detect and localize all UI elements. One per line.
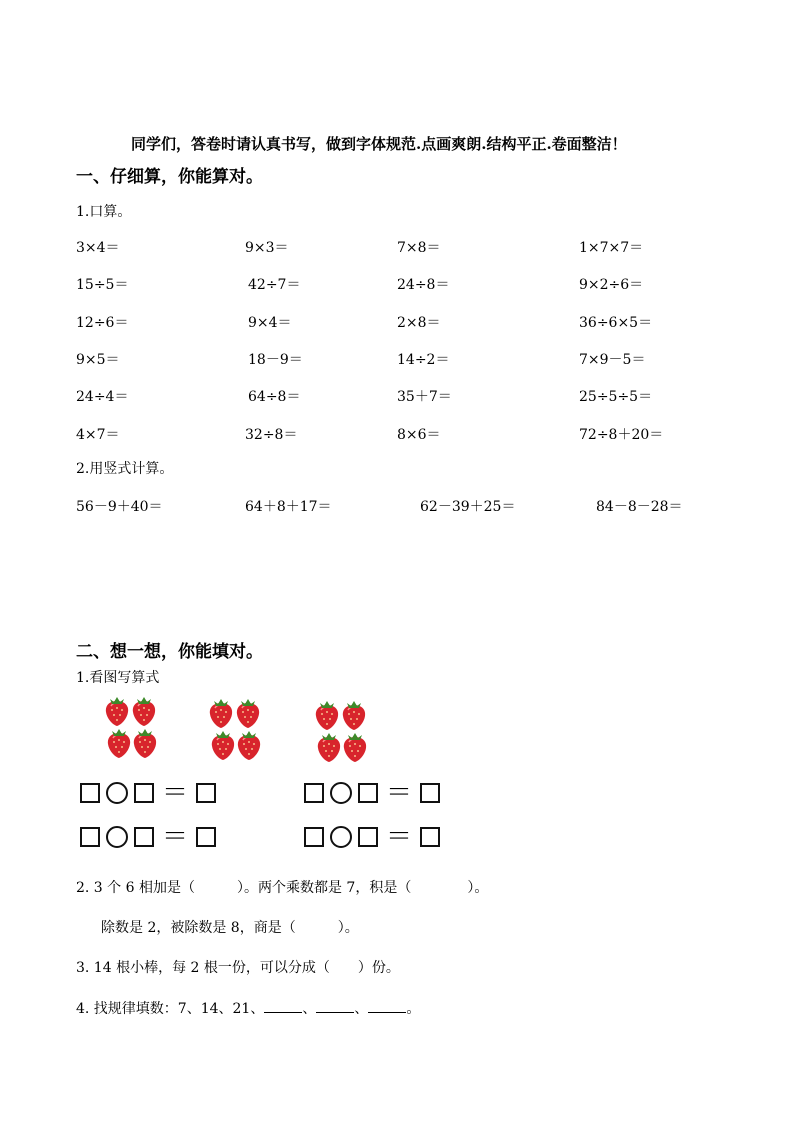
oral-calc-item: 24÷4＝ (76, 389, 129, 405)
separator: 、 (302, 1001, 317, 1017)
section1-title: 一、仔细算，你能算对。 (76, 167, 263, 187)
oral-calc-item: 8×6＝ (397, 427, 441, 443)
oral-calc-item: 3×4＝ (76, 240, 120, 256)
operator-circle[interactable] (106, 782, 128, 804)
oral-calc-item: 4×7＝ (76, 427, 120, 443)
vertical-calc-4: 84－8－28＝ (596, 499, 683, 515)
operator-circle[interactable] (330, 782, 352, 804)
oral-calc-item: 9×2÷6＝ (579, 277, 644, 293)
oral-calc-item: 12÷6＝ (76, 315, 129, 331)
answer-box[interactable] (304, 783, 324, 803)
operator-circle[interactable] (106, 826, 128, 848)
oral-calc-item: 64÷8＝ (248, 389, 301, 405)
answer-box[interactable] (358, 783, 378, 803)
oral-calc-item: 7×8＝ (397, 240, 441, 256)
oral-calc-item: 9×3＝ (245, 240, 289, 256)
answer-blank[interactable] (316, 998, 354, 1013)
equals-sign: ＝ (386, 778, 413, 808)
oral-calc-item: 9×4＝ (248, 315, 292, 331)
answer-box[interactable] (304, 827, 324, 847)
formula-row-2-left (80, 822, 216, 852)
answer-box[interactable] (80, 827, 100, 847)
q2-label: 2.用竖式计算。 (76, 461, 174, 477)
oral-calc-item: 14÷2＝ (397, 352, 450, 368)
answer-box[interactable] (420, 783, 440, 803)
picture-q-label: 1.看图写算式 (76, 670, 160, 686)
answer-box[interactable] (358, 827, 378, 847)
strawberry-group-1 (104, 696, 158, 764)
answer-box[interactable] (196, 783, 216, 803)
oral-calc-item: 24÷8＝ (397, 277, 450, 293)
answer-box[interactable] (420, 827, 440, 847)
strawberry-group-2 (208, 698, 262, 766)
equals-sign: ＝ (162, 822, 189, 852)
operator-circle[interactable] (330, 826, 352, 848)
question-2-line-2: 除数是 2，被除数是 8，商是（ ）。 (101, 920, 359, 936)
question-2-line-1: 2. 3 个 6 相加是（ ）。两个乘数都是 7，积是（ ）。 (76, 880, 489, 896)
vertical-calc-1: 56－9＋40＝ (76, 499, 163, 515)
vertical-calc-2: 64＋8＋17＝ (245, 499, 332, 515)
answer-box[interactable] (134, 827, 154, 847)
question-4-prefix: 4. 找规律填数：7、14、21、 (76, 1001, 265, 1017)
answer-blank[interactable] (264, 998, 302, 1013)
q1-label: 1.口算。 (76, 204, 132, 220)
vertical-calc-3: 62－39＋25＝ (420, 499, 516, 515)
formula-row-1-right (304, 778, 440, 808)
oral-calc-item: 1×7×7＝ (579, 240, 644, 256)
formula-row-2-right (304, 822, 440, 852)
section2-title: 二、想一想，你能填对。 (76, 642, 263, 662)
strawberry-icon (208, 698, 262, 762)
oral-calc-item: 42÷7＝ (248, 277, 301, 293)
answer-blank[interactable] (368, 998, 406, 1013)
oral-calc-item: 25÷5÷5＝ (579, 389, 653, 405)
formula-row-1-left (80, 778, 216, 808)
answer-box[interactable] (134, 783, 154, 803)
answer-box[interactable] (80, 783, 100, 803)
oral-calc-item: 35＋7＝ (397, 389, 452, 405)
strawberry-group-3 (314, 700, 368, 768)
oral-calc-item: 7×9－5＝ (579, 352, 646, 368)
question-4-end: 。 (406, 1001, 421, 1017)
equals-sign: ＝ (162, 778, 189, 808)
oral-calc-item: 72÷8＋20＝ (579, 427, 664, 443)
equals-sign: ＝ (386, 822, 413, 852)
oral-calc-item: 18－9＝ (248, 352, 303, 368)
oral-calc-item: 36÷6×5＝ (579, 315, 653, 331)
oral-calc-item: 2×8＝ (397, 315, 441, 331)
oral-calc-item: 32÷8＝ (245, 427, 298, 443)
oral-calc-item: 15÷5＝ (76, 277, 129, 293)
oral-calc-item: 9×5＝ (76, 352, 120, 368)
question-3: 3. 14 根小棒，每 2 根一份，可以分成（ ）份。 (76, 960, 400, 976)
strawberry-icon (314, 700, 368, 764)
notice: 同学们，答卷时请认真书写，做到字体规范.点画爽朗.结构平正.卷面整洁！ (131, 135, 627, 153)
question-4 (76, 998, 420, 1018)
strawberry-icon (104, 696, 158, 760)
answer-box[interactable] (196, 827, 216, 847)
separator: 、 (354, 1001, 369, 1017)
